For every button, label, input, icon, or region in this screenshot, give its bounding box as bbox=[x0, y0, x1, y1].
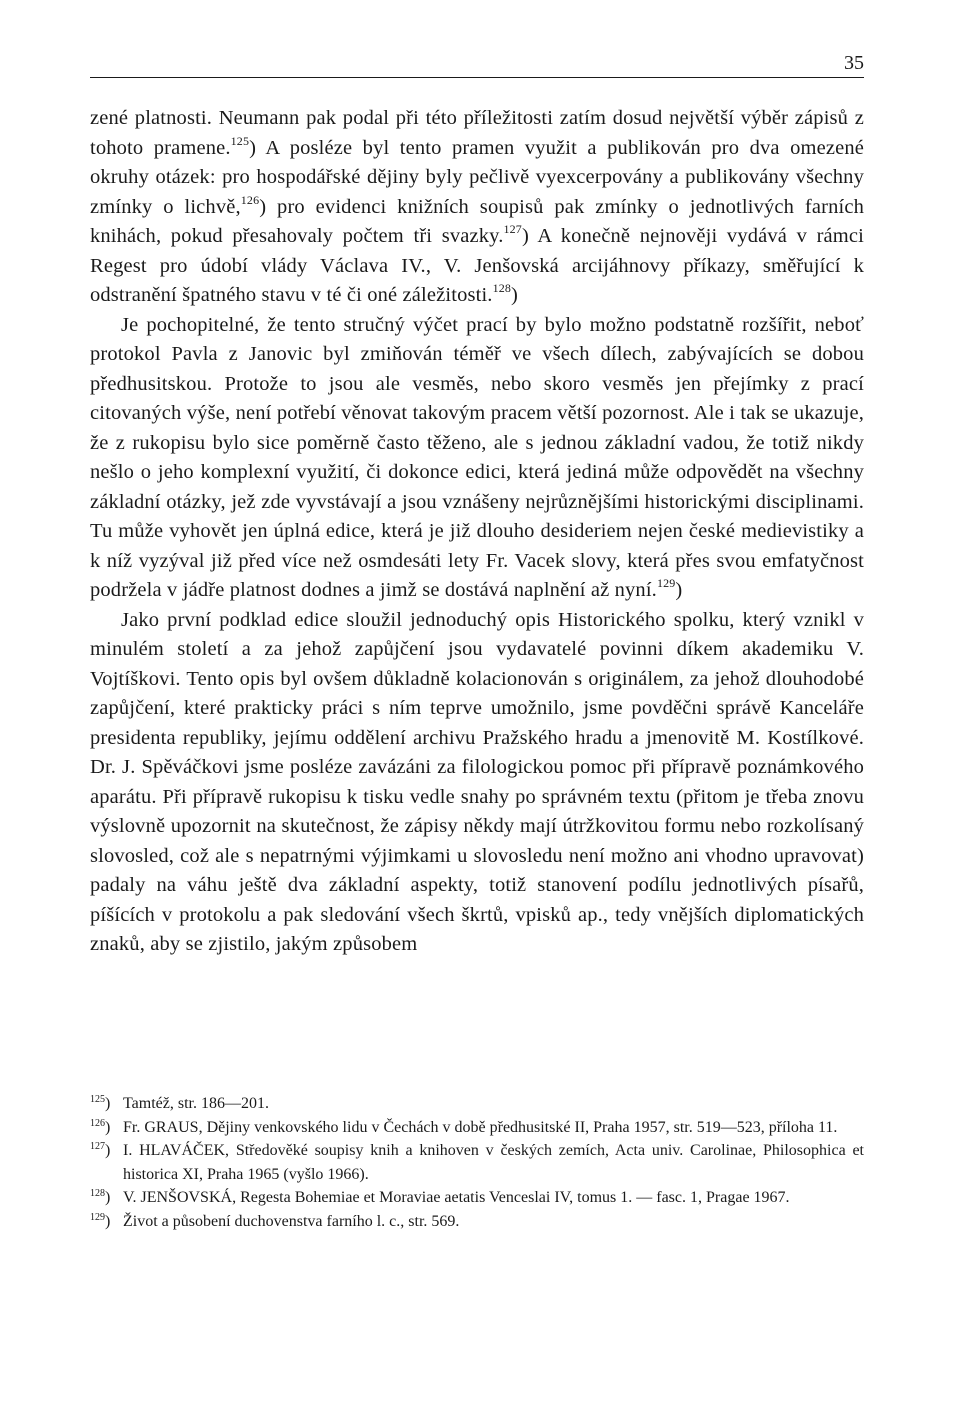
footnote-paren: ) bbox=[105, 1118, 111, 1136]
footnotes bbox=[90, 1092, 864, 1233]
footnote-text: Tamtéž, str. 186—201. bbox=[123, 1095, 269, 1112]
page-number: 35 bbox=[844, 52, 864, 74]
paragraph-text: ) A konečně nejnověji vydává v rámci Regest pro údobí vlády Václava IV., V. Jenšovská arcijáhnovy příkazy, směřující k odstranění špatného stavu v té či oné záležitosti. bbox=[90, 225, 864, 306]
footnote-ref: 126 bbox=[240, 192, 260, 207]
paragraph-text: ) bbox=[675, 579, 683, 601]
footnote-129 bbox=[90, 1210, 864, 1234]
footnote-ref: 125 bbox=[230, 133, 250, 148]
footnote-number: 125 bbox=[90, 1094, 105, 1105]
footnote-128 bbox=[90, 1186, 864, 1210]
footnote-text: Fr. GRAUS, Dějiny venkovského lidu v Čechách v době předhusitské II, Praha 1957, str. 519—523, příloha 11. bbox=[123, 1118, 838, 1136]
footnote-126 bbox=[90, 1116, 864, 1140]
footnote-number: 128 bbox=[90, 1188, 105, 1199]
footnote-marker bbox=[90, 1139, 110, 1163]
footnote-ref: 128 bbox=[492, 281, 512, 295]
footnote-127 bbox=[90, 1139, 864, 1186]
footnote-paren: ) bbox=[105, 1212, 111, 1230]
paragraph-text: Jako první podklad edice sloužil jednoduchý opis Historického spolku, který vznikl v minulém století a za jehož zapůjčení jsou vydavatelé povinni díkem akademiku V. Vojtíškovi. Tento opis byl ovšem důkladně kolacionován s originálem, za jehož dlouhodobé zapůjčení, které prakticky práci s ním teprve umožnilo, jsme povděčni správě Kanceláře presidenta republiky, jejímu oddělení archivu Pražského hradu a jmenovitě M. Kostílkové. Dr. J. Spěváčkovi jsme posléze zavázáni za filologickou pomoc při přípravě poznámkového aparátu. Při přípravě rukopisu k tisku vedle snahy po správném textu (přitom je třeba znovu výslovně upozornit na skutečnost, že zápisy někdy mají útržkovitou formu nebo rozkolísaný slovosled, což ale s nepatrnými výjimkami u slovosledu není možno ani vhodno upravovat) padaly na váhu ještě dva základní aspekty, totiž stanovení podílu jednotlivých písařů, píšících v protokolu a pak sledování všech škrtů, vpisků ap., tedy vnějších diplomatických znaků, aby se zjistilo, jakým způsobem bbox=[90, 608, 864, 955]
paragraph-3 bbox=[90, 606, 864, 960]
footnote-ref: 129 bbox=[656, 576, 676, 590]
footnote-text: Život a působení duchovenstva farního l. c., str. 569. bbox=[123, 1212, 460, 1230]
paragraph-text: zené platnosti. Neumann pak podal při této příležitosti zatím dosud největší výběr zápisů z tohoto pramene. bbox=[90, 107, 864, 159]
header-rule bbox=[90, 77, 864, 78]
footnote-number: 126 bbox=[90, 1117, 105, 1129]
footnote-number: 129 bbox=[90, 1211, 105, 1223]
paragraph-2 bbox=[90, 311, 864, 606]
paragraph-1 bbox=[90, 104, 864, 311]
footnote-marker bbox=[90, 1210, 110, 1234]
paragraph-text: Je pochopitelné, že tento stručný výčet prací by bylo možno podstatně rozšířit, neboť protokol Pavla z Janovic byl zmiňován téměř ve všech dílech, zabývajících se dobou předhusitskou. Protože to jsou ale vesměs, nebo skoro vesměs jen přejímky z prací citovaných výše, není potřebí věnovat takovým pracem větší pozornost. Ale i tak se ukazuje, že z rukopisu bylo sice poměrně často těženo, ale s jednou základní vadou, že totiž nikdy nešlo o jeho komplexní využití, či dokonce edici, která jediná může odpovědět na všechny základní otázky, jež zde vyvstávají a jsou vznášeny nejrůznějšími historickými disciplinami. Tu může vyhovět jen úplná edice, která je již dlouho desideriem nejen české medievistiky a k níž vyzýval již před více než osmdesáti lety Fr. Vacek slovy, která přes svou emfatyčnost podržela v jádře platnost dodnes a jimž se dostává naplnění až nyní. bbox=[90, 313, 864, 601]
footnote-text: V. JENŠOVSKÁ, Regesta Bohemiae et Moraviae aetatis Venceslai IV, tomus 1. — fasc. 1, Pragae 1967. bbox=[123, 1189, 790, 1206]
footnote-number: 127 bbox=[90, 1141, 105, 1152]
paragraph-text: ) bbox=[511, 284, 519, 306]
footnote-125 bbox=[90, 1092, 864, 1116]
footnote-paren: ) bbox=[105, 1095, 111, 1112]
footnote-marker bbox=[90, 1186, 110, 1210]
footnote-paren: ) bbox=[105, 1189, 111, 1206]
paragraph-text: ) A posléze byl tento pramen využit a publikován pro dva omezené okruhy otázek: pro hospodářské dějiny byly pečlivě vyexcerpovány a publikovány všechny zmínky o lichvě, bbox=[90, 136, 864, 218]
footnote-ref: 127 bbox=[503, 222, 522, 236]
main-text bbox=[90, 104, 864, 960]
footnote-marker bbox=[90, 1116, 110, 1140]
footnote-marker bbox=[90, 1092, 110, 1116]
footnote-text: I. HLAVÁČEK, Středověké soupisy knih a knihoven v českých zemích, Acta univ. Carolinae, Philosophica et historica XI, Praha 1965 (vyšlo 1966). bbox=[123, 1142, 864, 1183]
paragraph-text: ) pro evidenci knižních soupisů pak zmínky o jednotlivých farních knihách, pokud přesahovaly počtem tři svazky. bbox=[90, 195, 864, 247]
footnote-paren: ) bbox=[105, 1142, 111, 1159]
